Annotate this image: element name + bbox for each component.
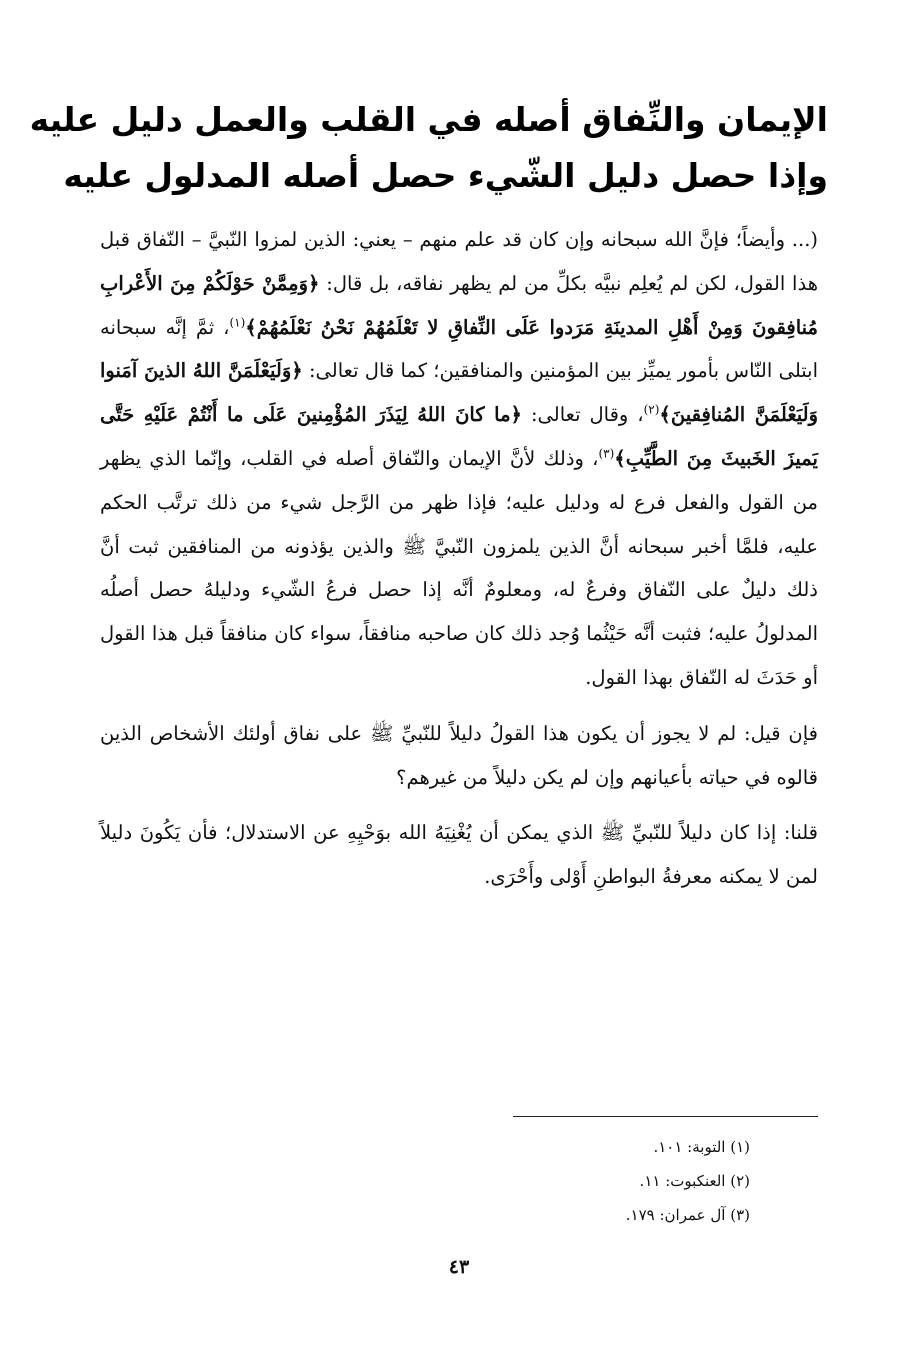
quran-verse-1: ﴿وَمِمَّنْ حَوْلَكُمْ مِنَ الأَعْرابِ مُنافِقونَ وَمِنْ أَهْلِ المدينَةِ مَرَدوا عَلَى النِّفاقِ لا تَعْلَمُهُمْ نَحْنُ نَعْلَمُهُمْ﴾ bbox=[100, 271, 818, 339]
quran-verse-3: ﴿ما كانَ اللهُ لِيَذَرَ المُؤْمِنينَ عَلَى ما أَنْتُمْ عَلَيْهِ حَتَّى يَميزَ الخَبيثَ مِنَ الطَّيِّبِ﴾ bbox=[100, 403, 818, 470]
paragraph-1-text-1: (... وأيضاً؛ فإنَّ الله سبحانه وإن كان قد علم منهم – يعني: الذين لمزوا النّبيَّ – النّفاق قبل هذا القول، لكن لم يُعلِم نبيَّه بكلِّ من لم يظهر نفاقه، بل قال: bbox=[100, 228, 818, 295]
section-heading bbox=[29, 92, 828, 204]
footnote-ref-2: (٢) bbox=[643, 402, 660, 417]
paragraph-1-text-3: ، وقال تعالى: bbox=[521, 403, 644, 427]
body-text bbox=[100, 218, 818, 899]
footnote-item: (١) التوبة: ١٠١. bbox=[653, 1138, 750, 1156]
footnote-divider bbox=[513, 1116, 818, 1117]
paragraph-1-text-2: ، ثمَّ إنَّه سبحانه ابتلى النّاس بأمور يميِّز بين المؤمنين والمنافقين؛ كما قال تعالى: bbox=[100, 315, 819, 383]
footnote-item: (٣) آل عمران: ١٧٩. bbox=[625, 1206, 750, 1224]
footnote-ref-3: (٣) bbox=[598, 446, 615, 461]
page-number: ٤٣ bbox=[448, 1256, 470, 1278]
footnotes-list bbox=[626, 1130, 750, 1232]
quran-verse-2: ﴿وَلَيَعْلَمَنَّ اللهُ الذينَ آمَنوا وَلَيَعْلَمَنَّ المُنافِقينَ﴾ bbox=[100, 359, 819, 427]
paragraph-2: فإن قيل: لم لا يجوز أن يكون هذا القولُ دليلاً للنّبيِّ ﷺ على نفاق أولئك الأشخاص الذين قالوه في حياته بأعيانهم وإن لم يكن دليلاً من غيرهم؟ bbox=[100, 721, 818, 789]
paragraph-1-text-4: ، وذلك لأنَّ الإيمان والنّفاق أصله في القلب، وإنّما الذي يظهر من القول والفعل فرع له ودليل عليه؛ فإذا ظهر من الرَّجل شيء من ذلك ترتَّب الحكم عليه، فلمَّا أخبر سبحانه أنَّ الذين يلمزون النّبيَّ ﷺ والذين يؤذونه من المنافقين ثبت أنَّ ذلك دليلٌ على النّفاق وفرعٌ له، ومعلومٌ أنَّه إذا حصل فرعُ الشّيء ودليلهُ حصل أصلُه المدلولُ عليه؛ فثبت أنَّه حَيْثُما وُجد ذلك كان صاحبه منافقاً، سواء كان منافقاً قبل هذا القول أو حَدَثَ له النّفاق بهذا القول. bbox=[100, 446, 818, 689]
footnote-ref-1: (١) bbox=[229, 315, 246, 330]
paragraph-3: قلنا: إذا كان دليلاً للنّبيِّ ﷺ الذي يمكن أن يُغْنِيَهُ الله بوَحْيِهِ عن الاستدلال؛ فأن يَكُونَ دليلاً لمن لا يمكنه معرفةُ البواطنِ أَوْلى وأَحْرَى. bbox=[100, 821, 818, 889]
heading-line-2: وإذا حصل دليل الشّيء حصل أصله المدلول عليه bbox=[63, 156, 828, 195]
heading-line-1: الإيمان والنِّفاق أصله في القلب والعمل دليل عليه bbox=[29, 100, 828, 139]
paragraph-1 bbox=[100, 218, 818, 700]
footnote-item: (٢) العنكبوت: ١١. bbox=[639, 1172, 750, 1190]
